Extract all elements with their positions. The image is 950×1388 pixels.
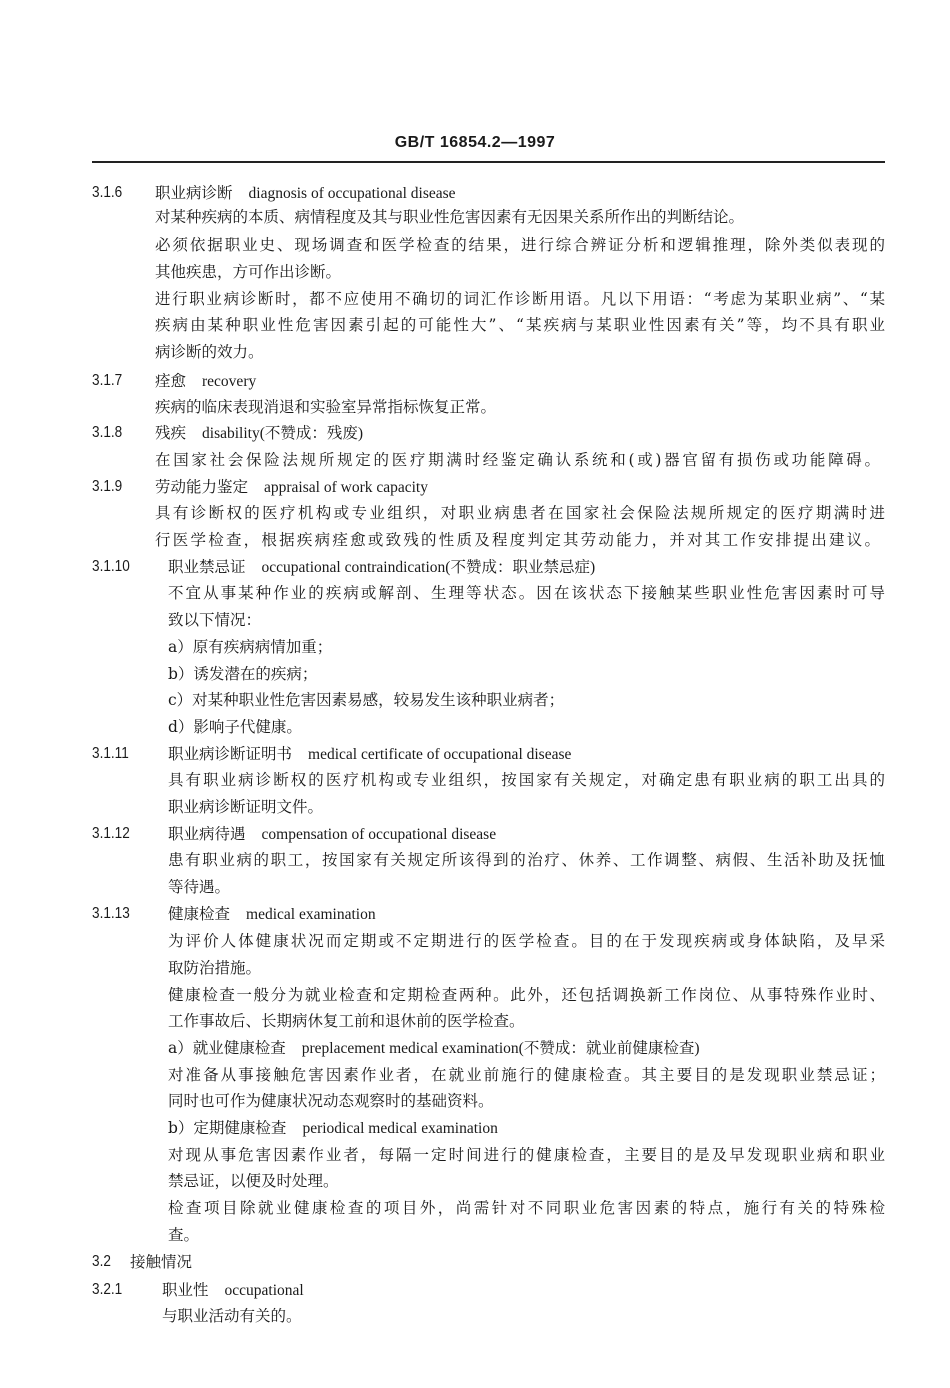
paragraph-line: 必须依据职业史、现场调查和医学检查的结果，进行综合辨证分析和逻辑推理，除外类似表现的 [155, 236, 885, 254]
section-number: 3.2 [92, 1253, 111, 1270]
term-zh: a）就业健康检查 [168, 1039, 286, 1057]
term-zh: 职业病诊断 [155, 184, 233, 202]
paragraph-line: 对准备从事接触危害因素作业者，在就业前施行的健康检查。其主要目的是发现职业禁忌证； [168, 1066, 885, 1084]
clause-term [155, 183, 456, 204]
clause-term [168, 744, 571, 765]
clause-term [155, 423, 363, 444]
paragraph-line: 在国家社会保险法规所规定的医疗期满时经鉴定确认系统和(或)器官留有损伤或功能障碍。 [155, 451, 880, 469]
list-item: a）原有疾病病情加重； [168, 638, 333, 656]
paragraph-line: 具有职业病诊断权的医疗机构或专业组织，按国家有关规定，对确定患有职业病的职工出具的 [168, 771, 885, 789]
clause-number: 3.1.8 [92, 424, 123, 441]
clause-term [168, 824, 496, 845]
term-en: recovery [202, 373, 257, 390]
list-item: b）诱发潜在的疾病； [168, 665, 318, 683]
section-title: 接触情况 [130, 1253, 193, 1271]
clause-term [155, 371, 256, 392]
term-en: medical certificate of occupational disease [308, 746, 572, 763]
paragraph-line: 致以下情况： [168, 611, 262, 629]
term-en: occupational [224, 1282, 304, 1299]
paragraph-line: 对某种疾病的本质、病情程度及其与职业性危害因素有无因果关系所作出的判断结论。 [155, 208, 745, 226]
term-zh: 劳动能力鉴定 [155, 478, 249, 496]
paragraph-line: 疾病的临床表现消退和实验室异常指标恢复正常。 [155, 398, 497, 416]
term-zh: b）定期健康检查 [168, 1119, 287, 1137]
paragraph-line: 具有诊断权的医疗机构或专业组织，对职业病患者在国家社会保险法规所规定的医疗期满时进 [155, 504, 885, 522]
clause-number: 3.1.13 [92, 905, 130, 922]
paragraph-line: 其他疾患，方可作出诊断。 [155, 263, 342, 281]
paragraph-line: 职业病诊断证明文件。 [168, 798, 324, 816]
clause-number: 3.1.12 [92, 825, 130, 842]
paragraph-line: 为评价人体健康状况而定期或不定期进行的医学检查。目的在于发现疾病或身体缺陷，及早采 [168, 932, 885, 950]
paragraph-line: 不宜从事某种作业的疾病或解剖、生理等状态。因在该状态下接触某些职业性危害因素时可导 [168, 584, 885, 602]
paragraph-line: 进行职业病诊断时，都不应使用不确切的词汇作诊断用语。凡以下用语：“考虑为某职业病”、“某 [155, 290, 885, 308]
clause-term [155, 477, 428, 498]
paragraph-line: 行医学检查，根据疾病痊愈或致残的性质及程度判定其劳动能力，并对其工作安排提出建议。 [155, 531, 880, 549]
sub-term-b [168, 1118, 498, 1139]
term-zh: 职业病待遇 [168, 825, 246, 843]
clause-number: 3.1.6 [92, 184, 123, 201]
paragraph-line: 病诊断的效力。 [155, 343, 264, 361]
paragraph-line: 健康检查一般分为就业检查和定期检查两种。此外，还包括调换新工作岗位、从事特殊作业时、 [168, 986, 885, 1004]
term-zh: 残疾 [155, 424, 187, 442]
term-zh: 职业病诊断证明书 [168, 745, 293, 763]
paragraph-line: 同时也可作为健康状况动态观察时的基础资料。 [168, 1092, 494, 1110]
paragraph-line: 取防治措施。 [168, 959, 262, 977]
header-rule [92, 161, 885, 163]
term-zh: 职业禁忌证 [168, 558, 246, 576]
term-en: compensation of occupational disease [261, 826, 497, 843]
term-en: disability(不赞成：残废) [202, 425, 364, 442]
paragraph-line: 查。 [168, 1226, 200, 1244]
term-zh: 健康检查 [168, 905, 231, 923]
paragraph-line: 对现从事危害因素作业者，每隔一定时间进行的健康检查，主要目的是及早发现职业病和职业 [168, 1146, 885, 1164]
list-item: c）对某种职业性危害因素易感，较易发生该种职业病者； [168, 691, 565, 709]
clause-number: 3.2.1 [92, 1281, 123, 1298]
clause-term [168, 904, 376, 925]
clause-number: 3.1.11 [92, 745, 129, 762]
paragraph-line: 禁忌证，以便及时处理。 [168, 1172, 339, 1190]
clause-term [162, 1280, 304, 1301]
paragraph-line: 等待遇。 [168, 878, 231, 896]
paragraph-line: 检查项目除就业健康检查的项目外，尚需针对不同职业危害因素的特点，施行有关的特殊检 [168, 1199, 885, 1217]
clause-number: 3.1.10 [92, 558, 130, 575]
term-en: periodical medical examination [302, 1120, 498, 1137]
clause-number: 3.1.7 [92, 372, 123, 389]
clause-term [168, 557, 595, 578]
paragraph-line: 与职业活动有关的。 [162, 1307, 302, 1325]
paragraph-line: 疾病由某种职业性危害因素引起的可能性大”、“某疾病与某职业性因素有关”等，均不具有职业 [155, 316, 885, 334]
clause-number: 3.1.9 [92, 478, 123, 495]
term-en: preplacement medical examination(不赞成：就业前健康检查) [301, 1040, 700, 1057]
term-en: medical examination [246, 906, 376, 923]
standard-code-header: GB/T 16854.2—1997 [394, 134, 556, 151]
term-en: occupational contraindication(不赞成：职业禁忌症) [261, 559, 596, 576]
sub-term-a [168, 1038, 699, 1059]
term-en: diagnosis of occupational disease [248, 185, 456, 202]
term-zh: 痊愈 [155, 372, 187, 390]
paragraph-line: 工作事故后、长期病休复工前和退休前的医学检查。 [168, 1012, 525, 1030]
list-item: d）影响子代健康。 [168, 718, 302, 736]
term-en: appraisal of work capacity [264, 479, 428, 496]
term-zh: 职业性 [162, 1281, 209, 1299]
paragraph-line: 患有职业病的职工，按国家有关规定所该得到的治疗、休养、工作调整、病假、生活补助及抚恤 [168, 851, 885, 869]
